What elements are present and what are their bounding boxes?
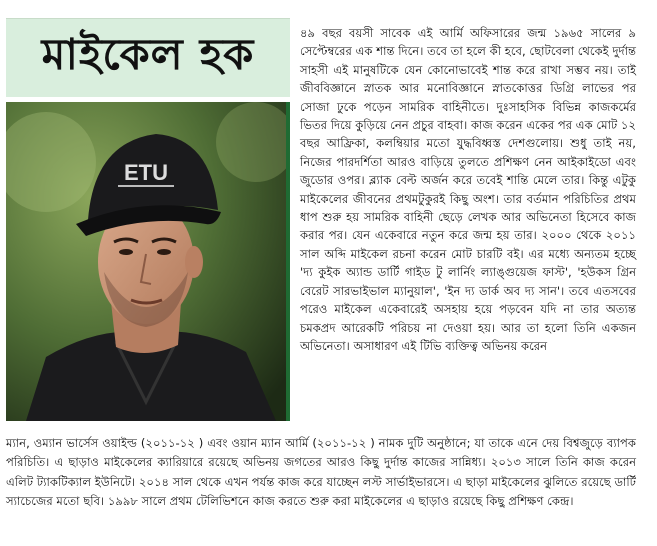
cap-logo: ETU: [124, 160, 168, 185]
article-title: মাইকেল হক: [41, 29, 255, 80]
portrait-photo: [6, 102, 290, 421]
article-body: ৪৯ বছর বয়সী সাবেক এই আর্মি অফিসারের জন্ম ১৯৬৫ সালের ৯ সেপ্টেম্বরের এক শান্ত দিনে। তবে তা হলে কী হবে, ছোটবেলা থেকেই দুর্দান্ত সাহসী এই মানুষটিকে যেন কোনোভাবেই শান্ত করে রাখা সম্ভব নয়। তাই জীববিজ্ঞানে স্নাতক আর মনোবিজ্ঞানে স্নাতকোত্তর ডিগ্রি লাভের পর সোজা ঢুকে পড়েন সামরিক বাহিনীতে। দুঃসাহসিক বিভিন্ন কাজকর্মের ভিতর দিয়ে কুড়িয়ে নেন প্রচুর বাহবা। কাজ করেন একের পর এক মোট ১২ বছর আফ্রিকা, কলম্বিয়ার মতো যুদ্ধবিধ্বস্ত দেশগুলোয়। শুধু তাই নয়, নিজের পারদর্শিতা আরও বাড়িয়ে তুলতে প্রশিক্ষণ নেন আইকাইডো এবং জুডোর ওপর। ব্ল্যাক বেল্ট অর্জন করে তবেই শান্তি মেলে তার। কিন্তু এটুকু মাইকেলের জীবনের প্রথমটুকুরই কিছু অংশ। তার বর্তমান পরিচিতির প্রথম ধাপ শুরু হয় সামরিক বাহিনী ছেড়ে লেখক আর অভিনেতা হিসেবে কাজ করার পর। যেন একেবারে নতুন করে জন্ম হয় তার। ২০০০ থেকে ২০১১ সাল অব্দি মাইকেল রচনা করেন মোট চারটি বই। এর মধ্যে অন্যতম হচ্ছে 'দ্য কুইক অ্যান্ড ডার্টি গাইড টু লার্নিং ল্যাঙ্গুয়েজ ফাস্ট', 'হউকস গ্রিন বেরেট সারভাইভাল ম্যানুয়াল', 'ইন দ্য ডার্ক অব দ্য সান'। তবে এতসবের পরেও মাইকেল একেবারেই অসহায় হয়ে পড়বেন যদি না তার অত্যন্ত চমকপ্রদ আরেকটি পরিচয় না দেওয়া হয়। আর তা হলো তিনি একজন অভিনেতা। অসাধারণ এই টিভি ব্যক্তিত্ব অভিনয় করেন: [300, 26, 636, 353]
portrait-illustration: [6, 102, 286, 421]
article-continuation: ম্যান, ওম্যান ভার্সেস ওয়াইল্ড (২০১১-১২ ) এবং ওয়ান ম্যান আর্মি (২০১১-১২ ) নামক দুটি অনুষ্ঠানে; যা তাকে এনে দেয় বিশ্বজুড়ে ব্যাপক পরিচিতি। এ ছাড়াও মাইকেলের ক্যারিয়ারে রয়েছে অভিনয় জগতের আরও কিছু দুর্দান্ত কাজের সান্নিধ্য। ২০১৩ সালে তিনি কাজ করেন এলিট ট্যাকটিক্যাল ইউনিটে। ২০১৪ সাল থেকে এখন পর্যন্ত কাজ করে যাচ্ছেন লস্ট সার্ভাইভারসে। এ ছাড়া মাইকেলের ঝুলিতে রয়েছে ডার্টি স্যাচেজের মতো ছবি। ১৯৯৮ সালে প্রথম টেলিভিশনে কাজ করতে শুরু করা মাইকেলের এ ছাড়াও রয়েছে কিছু প্রশিক্ষণ কেন্দ্র।: [6, 436, 636, 509]
title-box: [6, 18, 290, 97]
